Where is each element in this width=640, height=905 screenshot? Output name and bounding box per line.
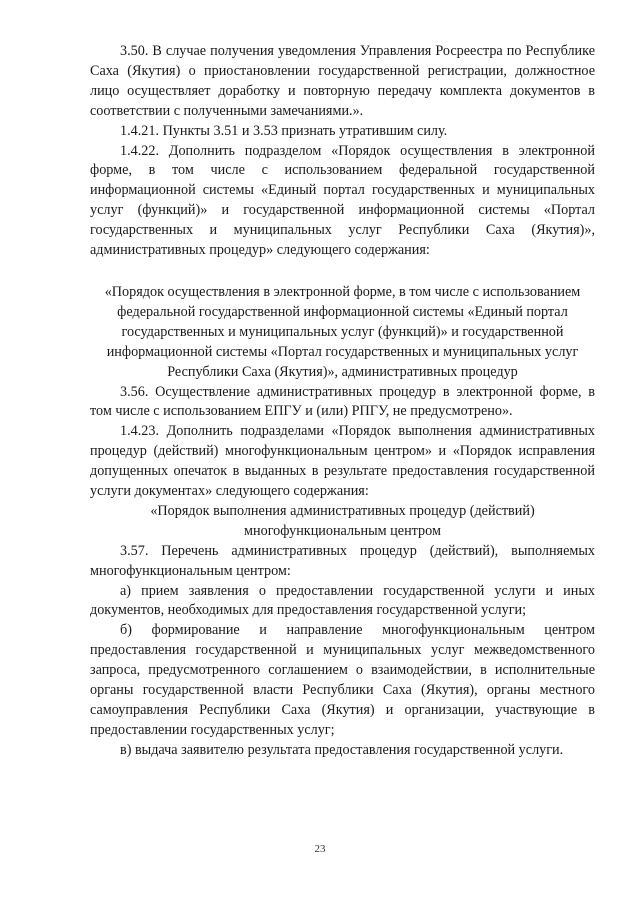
list-item-v: в) выдача заявителю результата предоставления государственной услуги. <box>120 741 564 758</box>
paragraph-1-4-21: 1.4.21. Пункты 3.51 и 3.53 признать утратившим силу. <box>120 122 448 139</box>
paragraph-3-50: 3.50. В случае получения уведомления Управления Росреестра по Республике Саха (Якутия) о приостановлении государственной регистрации, должностное лицо осуществляет доработку и повторную передачу комплекта документов в соответствии с полученными замечаниями.». <box>90 43 595 119</box>
section-heading-electronic: «Порядок осуществления в электронной форме, в том числе с использованием федеральной государственной информационной системы «Единый портал государственных и муниципальных услуг (функций)» и государственной информационной системы «Портал государственных и муниципальных услуг Республики Саха (Якутия)», административных процедур <box>104 283 581 380</box>
paragraph-1-4-23: 1.4.23. Дополнить подразделами «Порядок выполнения административных процедур (действий) многофункциональным центром» и «Порядок исправления допущенных опечаток в выданных в результате предоставления государственной услуги документах» следующего содержания: <box>90 423 595 500</box>
list-item-b: б) формирование и направление многофункциональным центром предоставления государственной и муниципальных услуг межведомственного запроса, предусмотренного соглашением о взаимодействии, в исполнительные органы государственной власти Республики Саха (Якутия), органы местного самоуправления Республики Саха (Якутия) и организации, участвующие в предоставлении государственных услуг; <box>90 622 595 738</box>
section-heading-mfc: «Порядок выполнения административных процедур (действий) многофункциональным центром <box>150 502 535 539</box>
page-number: 23 <box>314 843 326 855</box>
paragraph-3-57: 3.57. Перечень административных процедур (действий), выполняемых многофункциональным центром: <box>90 542 595 579</box>
paragraph-3-56: 3.56. Осуществление административных процедур в электронной форме, в том числе с использованием ЕПГУ и (или) РПГУ, не предусмотрено». <box>90 383 595 420</box>
document-page <box>90 42 595 761</box>
paragraph-1-4-22: 1.4.22. Дополнить подразделом «Порядок осуществления в электронной форме, в том числе с использованием федеральной государственной информационной системы «Единый портал государственных и муниципальных услуг (функций)» и государственной информационной системы «Портал государственных и муниципальных услуг Республики Саха (Якутия)», административных процедур» следующего содержания: <box>90 142 595 259</box>
list-item-a: а) прием заявления о предоставлении государственной услуги и иных документов, необходимых для предоставления государственной услуги; <box>90 582 595 619</box>
